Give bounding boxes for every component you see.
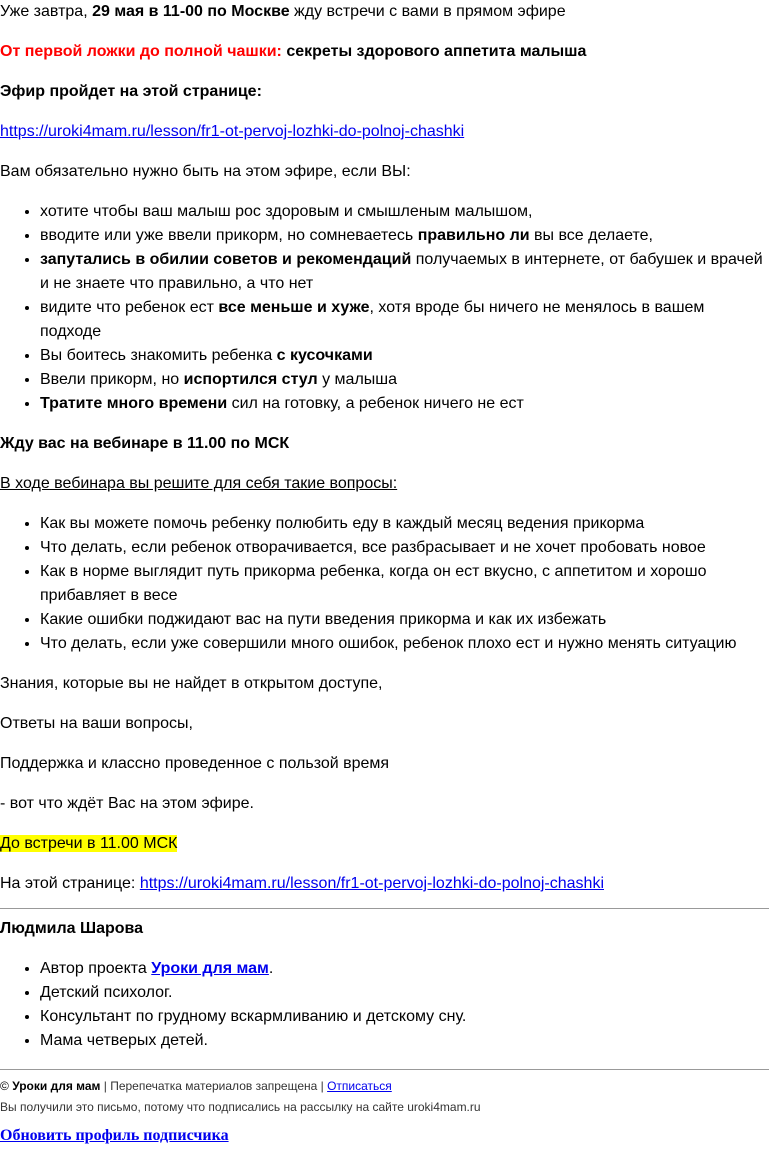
reason-text: получаемых в интернете, от бабушек и врачей и не знаете что правильно, а что нет [40, 251, 763, 292]
list-item [40, 957, 769, 981]
reason-bold: правильно ли [417, 227, 530, 244]
reason-bold: запутались в обилии советов и рекомендаций [40, 251, 412, 268]
see-you-highlight: До встречи в 11.00 МСК [0, 835, 178, 852]
list-item: • Мама четверых детей. [40, 1029, 769, 1053]
reasons-list [0, 200, 769, 416]
reason-text: у малыша [317, 371, 398, 388]
project-prefix: Автор проекта [40, 960, 152, 977]
reason-text: Ввели прикорм, но [40, 371, 184, 388]
where-heading [0, 80, 769, 104]
reason-bold: с кусочками [276, 347, 373, 364]
reason-text: видите что ребенок ест [40, 299, 219, 316]
update-profile-link[interactable]: Обновить профиль подписчика [0, 1127, 229, 1144]
reason-text: , хотя вроде бы ничего не менялось в вашем подходе [40, 299, 705, 340]
webinar-title [0, 40, 769, 64]
list-item [40, 296, 769, 344]
reason-bold: Тратите много времени [40, 395, 228, 412]
list-item: • Консультант по грудному вскармливанию и детскому сну. [40, 1005, 769, 1029]
footer-line [0, 1076, 769, 1097]
intro-suffix: жду встречи с вами в прямом эфире [289, 3, 566, 20]
list-item: • Что делать, если ребенок отворачивается, все разбрасывает и не хочет пробовать новое [40, 536, 769, 560]
author-name-text: Людмила Шарова [0, 920, 144, 937]
questions-heading-text: В ходе вебинара вы решите для себя такие вопросы: [0, 475, 398, 492]
copyright-symbol: © [0, 1079, 13, 1093]
intro-date: 29 мая в 11-00 по Москве [92, 3, 290, 20]
webinar-link[interactable]: https://uroki4mam.ru/lesson/fr1-ot-pervoj-lozhki-do-polnoj-chashki [0, 123, 465, 140]
footer-brand: Уроки для мам [12, 1079, 101, 1093]
reason-text: вы все делаете, [529, 227, 653, 244]
project-link[interactable]: Уроки для мам [151, 960, 269, 977]
questions-heading [0, 472, 769, 496]
intro-line [0, 0, 769, 24]
author-list [0, 957, 769, 1053]
reason-text: вводите или уже ввели прикорм, но сомневаетесь [40, 227, 418, 244]
title-bold: секреты здорового аппетита малыша [281, 43, 587, 60]
awaits-text: - вот что ждёт Вас на этом эфире. [0, 795, 254, 812]
reason-text: Вы боитесь знакомить ребенка [40, 347, 277, 364]
reason-bold: испортился стул [183, 371, 318, 388]
divider [0, 908, 769, 909]
answers-text: Ответы на ваши вопросы, [0, 715, 193, 732]
list-item [40, 200, 769, 224]
list-item [40, 368, 769, 392]
where-heading-text: Эфир пройдет на этой странице: [0, 83, 262, 100]
unsubscribe-link[interactable]: Отписаться [327, 1079, 392, 1093]
intro-prefix: Уже завтра, [0, 3, 93, 20]
see-you [0, 832, 769, 856]
list-item [40, 392, 769, 416]
footer-divider [0, 1069, 769, 1070]
questions-list [0, 512, 769, 656]
author-name [0, 917, 769, 941]
subscription-reason: Вы получили это письмо, потому что подписались на рассылку на сайте uroki4mam.ru [0, 1100, 481, 1114]
list-item: • Как вы можете помочь ребенку полюбить еду в каждый месяц ведения прикорма [40, 512, 769, 536]
list-item: • Какие ошибки поджидают вас на пути введения прикорма и как их избежать [40, 608, 769, 632]
reason-text: хотите чтобы ваш малыш рос здоровым и смышленым малышом, [40, 203, 533, 220]
webinar-link-bottom[interactable]: https://uroki4mam.ru/lesson/fr1-ot-pervoj-lozhki-do-polnoj-chashki [139, 875, 604, 892]
link-paragraph [0, 120, 769, 144]
reprint-notice: | Перепечатка материалов запрещена | [100, 1079, 328, 1093]
list-item [40, 224, 769, 248]
on-page-prefix: На этой странице: [0, 875, 140, 892]
reason-bold: все меньше и хуже [218, 299, 370, 316]
list-item [40, 344, 769, 368]
on-page-line [0, 872, 769, 896]
title-red: От первой ложки до полной чашки: [0, 43, 282, 60]
support-text: Поддержка и классно проведенное с пользой время [0, 755, 390, 772]
list-item: • Как в норме выглядит путь прикорма ребенка, когда он ест вкусно, с аппетитом и хорошо прибавляет в весе [40, 560, 769, 608]
knowledge-text: Знания, которые вы не найдет в открытом доступе, [0, 675, 383, 692]
webinar-time [0, 432, 769, 456]
webinar-time-text: Жду вас на вебинаре в 11.00 по МСК [0, 435, 290, 452]
reason-text: сил на готовку, а ребенок ничего не ест [227, 395, 524, 412]
list-item: • Детский психолог. [40, 981, 769, 1005]
if-you-text: Вам обязательно нужно быть на этом эфире, если ВЫ: [0, 163, 411, 180]
list-item [40, 248, 769, 296]
project-suffix: . [268, 960, 274, 977]
list-item: • Что делать, если уже совершили много ошибок, ребенок плохо ест и нужно менять ситуацию [40, 632, 769, 656]
